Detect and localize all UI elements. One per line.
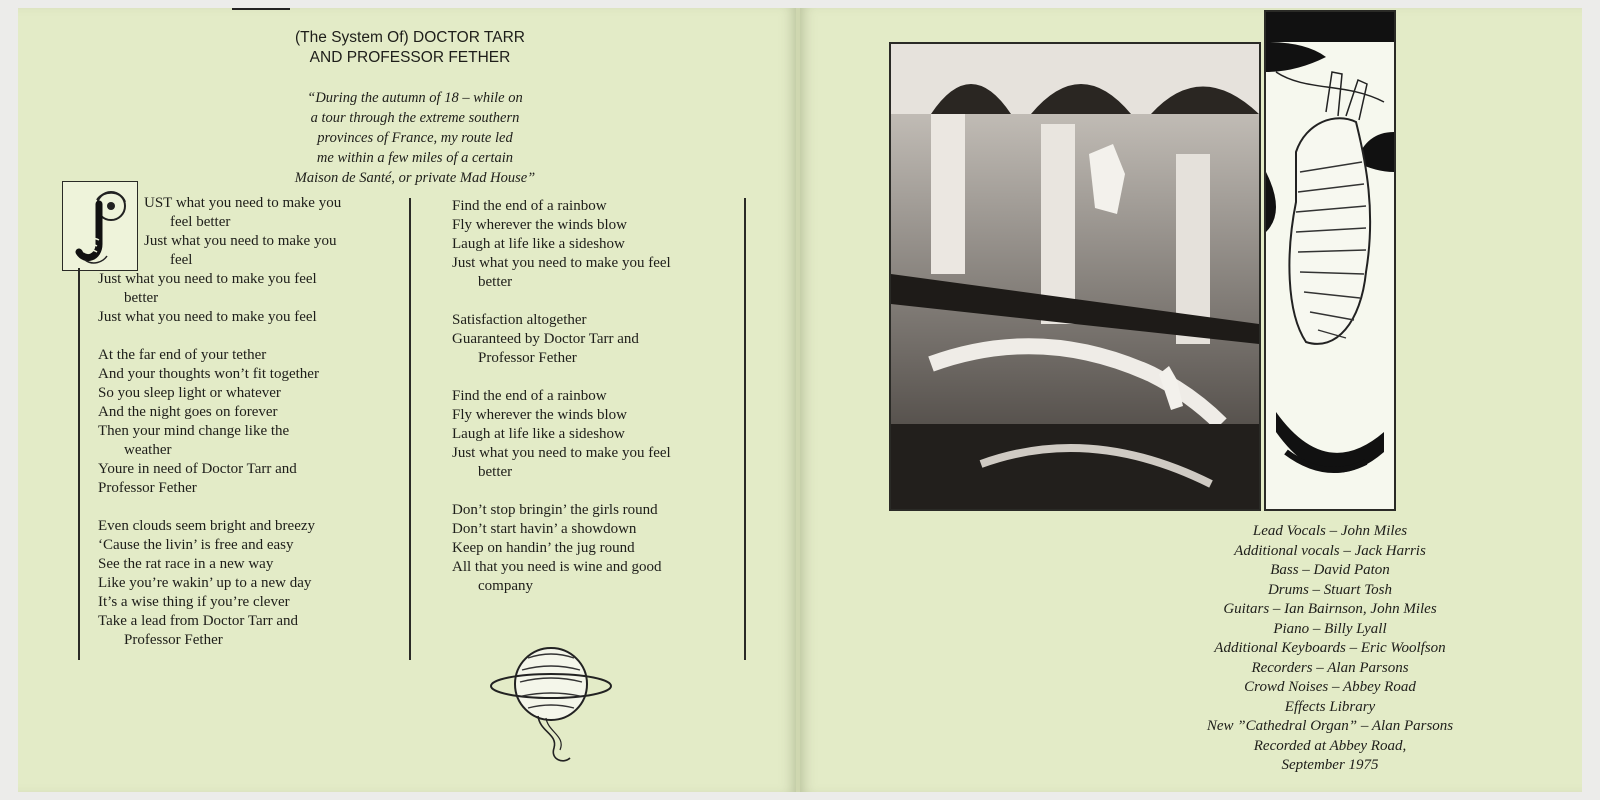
album-credits (1160, 522, 1500, 776)
lyric-line: Just what you need to make you feel (98, 271, 317, 287)
credit-line: Drums – Stuart Tosh (1267, 581, 1393, 598)
lyric-line: feel better (170, 214, 231, 230)
lyric-line: So you sleep light or whatever (98, 385, 281, 401)
booklet-spine (796, 8, 800, 792)
credit-line: Lead Vocals – John Miles (1252, 523, 1408, 539)
lyric-line: Like you’re wakin’ up to a new day (98, 575, 312, 591)
lyric-line: Fly wherever the winds blow (452, 407, 627, 423)
lyric-line: And the night goes on forever (98, 404, 278, 420)
lyric-line: And your thoughts won’t fit together (98, 366, 319, 382)
right-margin-rule (744, 198, 746, 660)
lyric-line: Laugh at life like a sideshow (452, 426, 625, 442)
song-title-line-1: (The System Of) DOCTOR TARR (295, 29, 525, 46)
lyric-line: Professor Fether (478, 350, 577, 366)
credit-line: Additional Keyboards – Eric Woolfson (1214, 640, 1446, 656)
lyric-line: At the far end of your tether (98, 347, 267, 363)
lyric-line: Guaranteed by Doctor Tarr and (452, 331, 639, 347)
lyric-line: better (478, 464, 513, 480)
lyric-line: Don’t stop bringin’ the girls round (452, 502, 658, 518)
staircase-photograph (889, 42, 1261, 511)
bandaged-hand-illustration (1264, 10, 1396, 511)
lyric-line: better (478, 274, 513, 290)
lyric-line: UST what you need to make you (144, 195, 342, 211)
credit-line: Crowd Noises – Abbey Road (1244, 679, 1416, 695)
lyric-line: Professor Fether (124, 632, 223, 648)
lyric-line: Professor Fether (98, 480, 197, 496)
lyric-line: Just what you need to make you (144, 233, 337, 249)
credit-line: Additional vocals – Jack Harris (1234, 542, 1426, 559)
column-divider-rule (409, 198, 411, 660)
lyric-line: See the rat race in a new way (98, 556, 274, 572)
lyric-line: Find the end of a rainbow (452, 198, 607, 214)
credit-line: Recorded at Abbey Road, (1253, 737, 1407, 754)
lyric-line: Take a lead from Doctor Tarr and (98, 613, 299, 629)
lyric-line: weather (124, 442, 172, 458)
bandaged-globe-emblem (488, 640, 614, 770)
lyric-line: feel (170, 252, 193, 268)
credit-line: Effects Library (1284, 698, 1376, 715)
dropcap-j-illustration (62, 181, 138, 271)
lyric-line: Don’t start havin’ a showdown (452, 521, 637, 537)
lyric-line: Even clouds seem bright and breezy (98, 518, 316, 534)
lyric-line: Laugh at life like a sideshow (452, 236, 625, 252)
credit-line: Bass – David Paton (1270, 562, 1390, 578)
lyric-line: It’s a wise thing if you’re clever (98, 594, 290, 610)
epigraph-quote (230, 88, 600, 188)
top-mark (232, 8, 290, 10)
lyric-line: Youre in need of Doctor Tarr and (98, 461, 297, 477)
lyric-line: All that you need is wine and good (452, 559, 662, 575)
lyric-line: Just what you need to make you feel (452, 445, 671, 461)
lyric-line: Then your mind change like the (98, 423, 290, 439)
lyric-line: Fly wherever the winds blow (452, 217, 627, 233)
credit-line: Piano – Billy Lyall (1273, 620, 1387, 637)
lyric-line: better (124, 290, 159, 306)
quote-line: a tour through the extreme southern (310, 110, 520, 126)
quote-line: Maison de Santé, or private Mad House” (294, 170, 536, 186)
lyric-line: Satisfaction altogether (452, 312, 587, 328)
lyric-line: company (478, 578, 533, 594)
lyric-line: ‘Cause the livin’ is free and easy (98, 537, 294, 553)
credit-line: Guitars – Ian Bairnson, John Miles (1223, 601, 1437, 617)
lyric-line: Keep on handin’ the jug round (452, 540, 635, 556)
quote-line: provinces of France, my route led (317, 130, 513, 146)
credit-line: September 1975 (1281, 757, 1379, 773)
credit-line: Recorders – Alan Parsons (1251, 659, 1409, 676)
lyric-line: Just what you need to make you feel (452, 255, 671, 271)
quote-line: “During the autumn of 18 – while on (307, 90, 523, 106)
left-margin-rule (78, 268, 80, 660)
lyric-line: Just what you need to make you feel (98, 309, 317, 325)
quote-line: me within a few miles of a certain (316, 150, 514, 166)
song-title-line-2: AND PROFESSOR FETHER (309, 49, 511, 66)
lyric-line: Find the end of a rainbow (452, 388, 607, 404)
credit-line: New ”Cathedral Organ” – Alan Parsons (1206, 718, 1454, 734)
